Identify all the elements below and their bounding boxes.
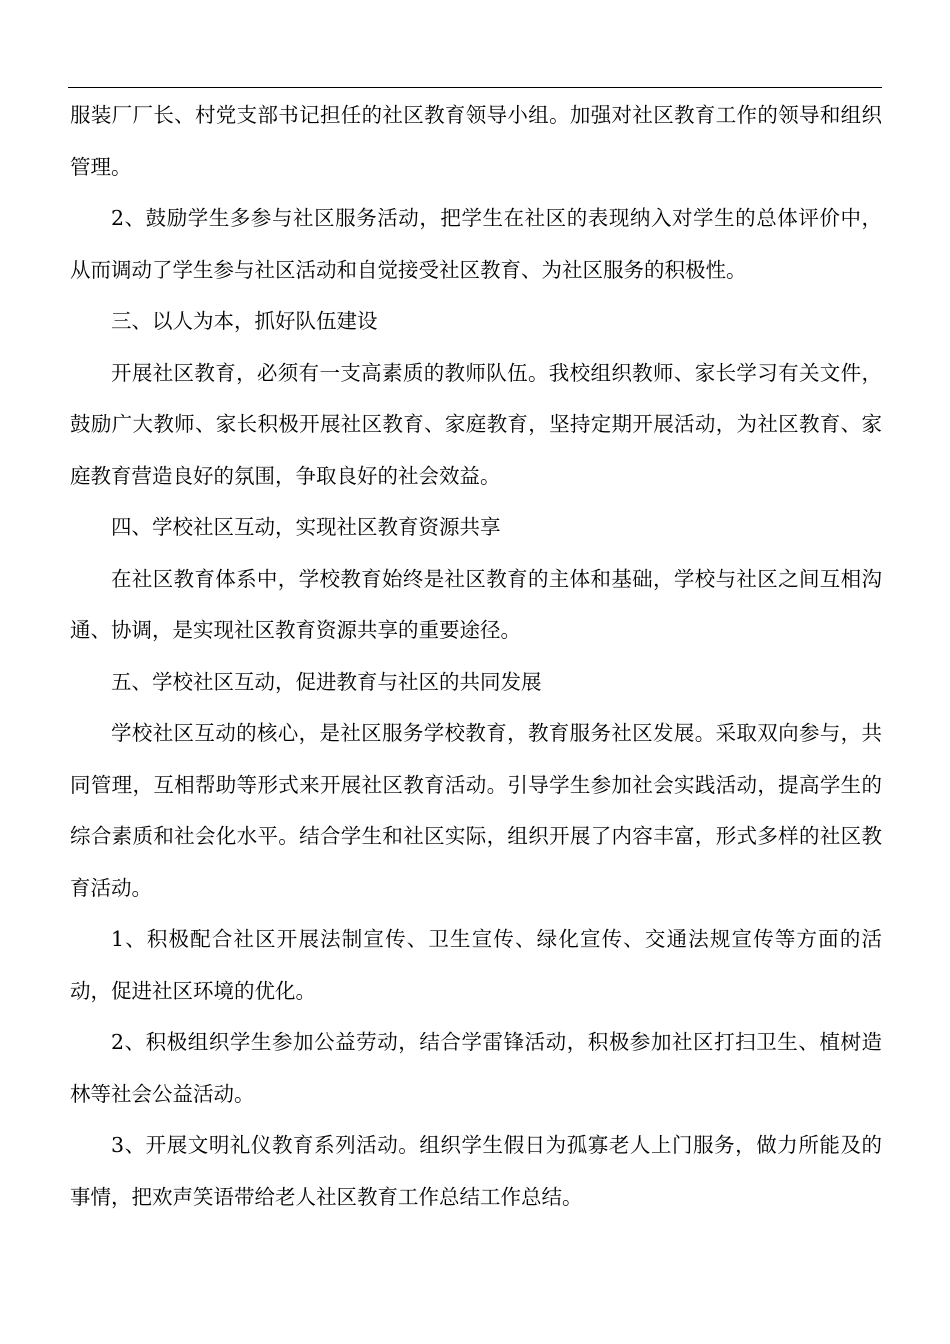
paragraph-resource-sharing: 在社区教育体系中，学校教育始终是社区教育的主体和基础，学校与社区之间互相沟通、协调，是实现社区教育资源共享的重要途径。 <box>70 566 882 642</box>
paragraph-continuation: 服装厂厂长、村党支部书记担任的社区教育领导小组。加强对社区教育工作的领导和组织管理。 <box>70 103 882 179</box>
section-heading-5: 五、学校社区互动，促进教育与社区的共同发展 <box>111 669 542 694</box>
paragraph-teacher-team: 开展社区教育，必须有一支高素质的教师队伍。我校组织教师、家长学习有关文件，鼓励广大教师、家长积极开展社区教育、家庭教育，坚持定期开展活动，为社区教育、家庭教育营造良好的氛围，争取良好的社会效益。 <box>70 360 882 488</box>
paragraph-item-2-public-welfare: 2、积极组织学生参加公益劳动，结合学雷锋活动，积极参加社区打扫卫生、植树造林等社会公益活动。 <box>70 1030 882 1106</box>
section-heading-4: 四、学校社区互动，实现社区教育资源共享 <box>111 515 501 539</box>
paragraph-item-2-community-service: 2、鼓励学生多参与社区服务活动，把学生在社区的表现纳入对学生的总体评价中，从而调动了学生参与社区活动和自觉接受社区教育、为社区服务的积极性。 <box>70 206 882 282</box>
paragraph-item-3-etiquette: 3、开展文明礼仪教育系列活动。组织学生假日为孤寡老人上门服务，做力所能及的事情，把欢声笑语带给老人社区教育工作总结工作总结。 <box>70 1133 882 1209</box>
section-heading-3: 三、以人为本，抓好队伍建设 <box>111 309 378 333</box>
paragraph-interaction-core: 学校社区互动的核心，是社区服务学校教育，教育服务社区发展。采取双向参与，共同管理，互相帮助等形式来开展社区教育活动。引导学生参加社会实践活动，提高学生的综合素质和社会化水平。结合学生和社区实际，组织开展了内容丰富，形式多样的社区教育活动。 <box>70 721 882 900</box>
header-rule <box>68 87 882 88</box>
paragraph-item-1-publicity: 1、积极配合社区开展法制宣传、卫生宣传、绿化宣传、交通法规宣传等方面的活动，促进社区环境的优化。 <box>70 927 882 1003</box>
document-body <box>70 90 882 1223</box>
